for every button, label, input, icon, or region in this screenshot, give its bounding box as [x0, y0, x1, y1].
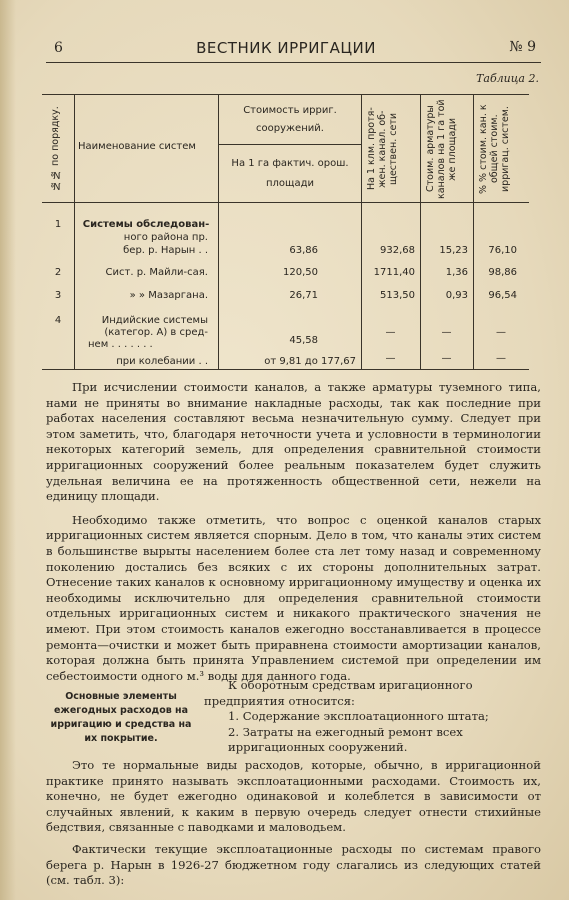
cost-per-km: —	[385, 353, 396, 364]
running-header	[36, 36, 536, 58]
header-percent: % % стоим. кан. к общей стоим. ирригац. систем.	[478, 104, 511, 194]
cost-per-ha: 63,86	[289, 245, 318, 256]
armature-cost: 0,93	[445, 290, 468, 301]
cost-range: от 9,81 до 177,67	[264, 356, 356, 367]
header-name: Наименование систем	[78, 141, 196, 152]
header-cost-group: Стоимость ирриг. сооружений.	[243, 105, 337, 134]
row-name: при колебании . .	[116, 356, 208, 367]
body-text-1	[46, 380, 541, 684]
list-item: 1. Содержание эксплоатационного штата;	[228, 709, 489, 724]
col-rule-1	[74, 94, 75, 370]
percent-cost: 96,54	[488, 290, 517, 301]
cost-per-ha: 26,71	[289, 290, 318, 301]
row-name: бер. р. Нарын . .	[123, 245, 208, 256]
row-name: нем . . . . . . .	[88, 339, 153, 350]
table-bottom-rule	[42, 369, 529, 370]
issue-number: № 9	[509, 39, 536, 55]
cost-table	[42, 94, 529, 370]
table-label: Таблица 2.	[476, 72, 539, 85]
row-number: 2	[54, 267, 62, 278]
cost-per-km: 513,50	[380, 290, 415, 301]
cost-per-km: 1711,40	[373, 267, 415, 278]
percent-cost: 98,86	[488, 267, 517, 278]
row-name: Системы обследован-	[82, 219, 210, 230]
body-text-2	[46, 758, 541, 889]
sidenote-heading: Основные элементы ежегодных расходов на ирригацию и средства на их покрытие.	[50, 691, 192, 744]
row-number: 1	[54, 219, 62, 230]
row-name: » » Мазаргана.	[129, 290, 208, 301]
paragraph: Это те нормальные виды расходов, которые, обычно, в ирригационной практике принято называть эксплоатационными расходами. Стоимость их, конечно, не будет ежегодно одинаковой и колеблется в зависимости от случайных явлений, к каким в первую очередь следует отнести стихийные бедствия, связанные с паводками и маловодьем.	[46, 758, 541, 835]
cost-per-km: 932,68	[380, 245, 415, 256]
col-rule-2	[218, 94, 219, 370]
table-top-rule	[42, 94, 529, 95]
armature-cost: 1,36	[445, 267, 468, 278]
list-item: 2. Затраты на ежегодный ремонт всех ирригационных сооружений.	[228, 724, 463, 755]
cost-per-ha: 45,58	[289, 335, 318, 346]
page-spine-shadow	[0, 0, 16, 900]
header-no: №№ по порядку.	[50, 106, 61, 192]
paragraph: Фактически текущие эксплоатационные расходы по системам правого берега р. Нарын в 1926-27 бюджетном году слагались из следующих статей (см. табл. 3):	[46, 841, 541, 888]
list-intro: К оборотным средствам иригационного предприятия относится:	[204, 678, 473, 708]
percent-cost: —	[496, 353, 506, 364]
row-name: Сист. р. Майли-сая.	[105, 267, 208, 278]
row-number: 3	[54, 290, 62, 301]
cost-per-ha: 120,50	[283, 267, 318, 278]
header-cost-per-km: На 1 клм. протя- жен. канал. об- ществен. сети	[366, 107, 399, 191]
paragraph: При исчислении стоимости каналов, а также арматуры туземного типа, нами не приняты во внимание накладные расходы, так как последние при работах населения составляют весьма незначительную сумму. Следует при этом заметить, что, благодаря неточности учета и условности в терминологии некоторых категорий земель, для определения сравнительной стоимости ирригационных сооружений более реальным показателем будет служить удельная величина ее на протяженность общественной сети, нежели на единицу площади.	[46, 380, 541, 504]
armature-cost: 15,23	[439, 245, 468, 256]
header-cost-per-ha: На 1 га фактич. орош. площади	[231, 158, 349, 189]
armature-cost: —	[441, 353, 452, 364]
percent-cost: —	[496, 327, 506, 338]
cost-per-km: —	[385, 327, 396, 338]
row-number: 4	[54, 315, 62, 326]
row-name: (категор. А) в сред-	[104, 327, 208, 338]
header-armature: Стоим. арматуры каналов на 1 га той же площади	[425, 99, 458, 199]
header-rule	[46, 62, 541, 63]
paragraph: Необходимо также отметить, что вопрос с оценкой каналов старых ирригационных систем является спорным. Дело в том, что каналы этих систем в большинстве вырыты населением более ста лет тому назад и современному поколению достались без всяких с их стороны дополнительных затрат. Отнесение таких каналов к основному ирригационному имуществу и оценка их необходимы исключительно для определения сравнительной стоимости отдельных ирригационных систем и никакого практического значения не имеют. При этом стоимость каналов ежегодно восстанавливается в процессе ремонта—очистки и может быть приравнена стоимости амортизации каналов, которая должна быть принята Управлением системой при определении им себестоимости одного м.³ воды для данного года.	[46, 512, 541, 683]
page-number: 6	[54, 40, 63, 56]
armature-cost: —	[441, 327, 452, 338]
working-capital-list	[204, 678, 544, 756]
row-name: ного района пр.	[123, 232, 208, 243]
subheader-rule	[218, 144, 361, 145]
header-bottom-rule	[42, 202, 529, 203]
row-name: Индийские системы	[101, 315, 208, 326]
journal-title: ВЕСТНИК ИРРИГАЦИИ	[196, 39, 376, 57]
percent-cost: 76,10	[488, 245, 517, 256]
